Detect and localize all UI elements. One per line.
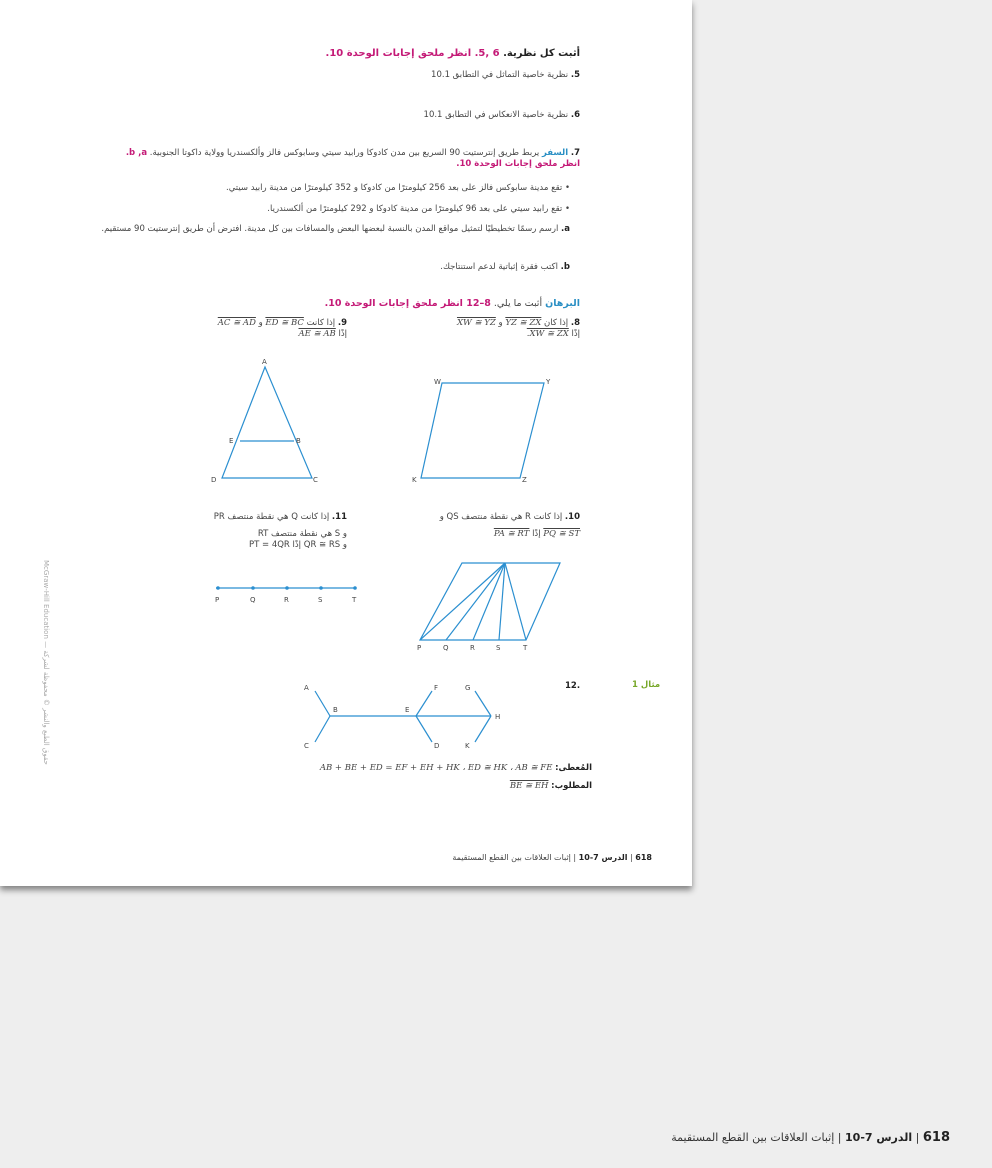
exercise-7 xyxy=(120,148,580,170)
exercise-12-number: 12. xyxy=(565,681,581,691)
label-r: R xyxy=(470,644,475,652)
condition-1: ED ≅ BC xyxy=(265,318,304,328)
segment-gh xyxy=(475,691,491,716)
page-footer: 618 | الدرس 7-10 | إثبات العلاقات بين القطع المستقيمة xyxy=(452,853,652,862)
bullet-2: • تقع رابيد سيتي على بعد 96 كيلومترًا من مدينة كادوكا و 292 كيلومترًا من ألكسندريا. xyxy=(267,204,570,214)
parallelogram-figure xyxy=(410,375,560,490)
point-s xyxy=(319,586,323,590)
bullet-text: تقع مدينة سابوكس فالز على بعد 256 كيلومترًا من كادوكا و 352 كيلومترًا من مدينة رابيد سيتي. xyxy=(226,183,563,193)
label-h: H xyxy=(495,713,501,721)
part-label: a. xyxy=(561,224,570,234)
label-z: Z xyxy=(522,476,527,484)
exercise-number: 11. xyxy=(331,512,347,522)
exercise-11-line-2: و S هي نقطة منتصف RT xyxy=(257,529,347,539)
lesson-label: الدرس 7-10 xyxy=(845,1131,913,1144)
ray-ap xyxy=(420,563,505,640)
number-line-figure xyxy=(210,578,365,608)
label-f: F xyxy=(434,684,439,692)
exercise-11-line-1 xyxy=(177,512,347,523)
condition-1: XW ≅ YZ xyxy=(456,318,496,328)
exercise-8 xyxy=(410,318,580,340)
given-label: المُعطى: xyxy=(555,763,592,773)
label-q: Q xyxy=(443,644,449,652)
part-b xyxy=(120,262,570,273)
exercise-6 xyxy=(180,110,580,121)
point-t xyxy=(353,586,357,590)
segment-bc xyxy=(315,716,330,742)
exercise-10-line-2 xyxy=(390,529,580,540)
label-a: A xyxy=(304,684,309,692)
exercise-text: نظرية خاصية التماثل في التطابق 10.1 xyxy=(431,70,569,80)
proof-heading xyxy=(180,298,580,309)
exercise-text: نظرية خاصية الانعكاس في التطابق 10.1 xyxy=(423,110,569,120)
if-word: إذا كانت xyxy=(306,318,336,328)
exercise-10-line-1 xyxy=(390,512,580,523)
segment-ed xyxy=(416,716,432,742)
part-a xyxy=(90,224,570,235)
label-d: D xyxy=(434,742,440,750)
exercise-5 xyxy=(180,70,580,81)
prove-label: المطلوب: xyxy=(551,781,592,791)
ray-at xyxy=(505,563,526,640)
exercise-number: 7. xyxy=(570,148,580,158)
label-t: T xyxy=(523,644,528,652)
then-word: إذًا xyxy=(571,329,580,339)
bottom-footer: 618 | الدرس 7-10 | إثبات العلاقات بين القطع المستقيمة xyxy=(671,1130,950,1145)
exercise-11-line-3: و QR ≅ RS إذًا PT = 4QR xyxy=(248,540,347,550)
label-b: B xyxy=(296,437,301,445)
label-k: K xyxy=(465,742,470,750)
exercise-text: يربط طريق إنترستيت 90 السريع بين مدن كادوكا ورابيد سيتي وسابوكس فالز وألكسندريا وولاية داكوتا الجنوبية. xyxy=(149,148,540,158)
prove-statement xyxy=(172,781,592,792)
proof-text: أثبت ما يلي. xyxy=(493,298,543,309)
label-t: T xyxy=(352,596,357,604)
point-r xyxy=(285,586,289,590)
label-s: S xyxy=(318,596,323,604)
exercise-text: إذا كانت R هي نقطة منتصف QS و xyxy=(439,512,563,522)
point-p xyxy=(216,586,220,590)
result: XW ≅ ZX. xyxy=(526,329,569,339)
label-e: E xyxy=(229,437,234,445)
condition-2: AC ≅ AD xyxy=(217,318,256,328)
instruction-ref: 6 ,5. انظر ملحق إجابات الوحدة 10. xyxy=(325,48,500,59)
lesson-title: إثبات العلاقات بين القطع المستقيمة xyxy=(671,1131,835,1144)
label-b: B xyxy=(333,706,338,714)
label-p: P xyxy=(417,644,422,652)
label-g: G xyxy=(465,684,471,692)
exercise-9 xyxy=(177,318,347,340)
result: PA ≅ RT xyxy=(493,529,530,539)
network-figure xyxy=(295,678,515,753)
bullet-1: • تقع مدينة سابوكس فالز على بعد 256 كيلومترًا من كادوكا و 352 كيلومترًا من مدينة رابيد سيتي. xyxy=(226,183,570,193)
condition-2: YZ ≅ ZX xyxy=(505,318,542,328)
label-d: D xyxy=(211,476,217,484)
segment-ab xyxy=(315,691,330,716)
result: AE ≅ AB xyxy=(298,329,336,339)
then-word: إذًا xyxy=(338,329,347,339)
label-k: K xyxy=(412,476,417,484)
exercise-number: 10. xyxy=(564,512,580,522)
example-tag: مثال 1 xyxy=(632,680,661,690)
label-w: W xyxy=(434,378,441,386)
label-r: R xyxy=(284,596,289,604)
label-p: P xyxy=(215,596,220,604)
exercise-number: 8. xyxy=(570,318,580,328)
exercise-text: إذا كانت Q هي نقطة منتصف PR xyxy=(213,512,330,522)
exercise-11 xyxy=(177,512,347,551)
condition-1: PQ ≅ ST xyxy=(543,529,580,539)
label-s: S xyxy=(496,644,501,652)
copyright-sidebar: McGraw-Hill Education — حقوق الطبع والنشر © محفوظة لشركة xyxy=(42,560,50,765)
fan-figure xyxy=(410,555,570,655)
exercise-number: 5. xyxy=(570,70,580,80)
page-number: 618 xyxy=(635,853,652,862)
proof-ref: 8–12 انظر ملحق إجابات الوحدة 10. xyxy=(324,298,491,309)
instruction-heading xyxy=(180,48,580,59)
page-number: 618 xyxy=(922,1130,950,1145)
label-c: C xyxy=(313,476,318,484)
bullet-text: تقع رابيد سيتي على بعد 96 كيلومترًا من مدينة كادوكا و 292 كيلومترًا من ألكسندريا. xyxy=(267,204,563,214)
part-text: اكتب فقرة إثباتية لدعم استنتاجك. xyxy=(440,262,558,272)
and-word: و xyxy=(498,318,503,328)
ray-aq xyxy=(446,563,505,640)
exercise-ref: b ,a. انظر ملحق إجابات الوحدة 10. xyxy=(125,148,580,169)
label-e: E xyxy=(405,706,410,714)
lesson-label: الدرس 7-10 xyxy=(578,853,628,862)
given-statement xyxy=(172,763,592,774)
proof-tag: البرهان xyxy=(545,298,580,309)
exercise-number: 6. xyxy=(570,110,580,120)
triangle-figure xyxy=(205,355,335,485)
exercise-tag: السفر xyxy=(541,148,569,158)
label-a: A xyxy=(262,358,267,366)
label-c: C xyxy=(304,742,309,750)
point-q xyxy=(251,586,255,590)
instruction-text: أثبت كل نظرية. xyxy=(503,48,580,59)
exercise-number: 9. xyxy=(337,318,347,328)
segment-hk xyxy=(475,716,491,742)
exercise-10 xyxy=(390,512,580,540)
part-label: b. xyxy=(560,262,570,272)
fan-outline xyxy=(420,563,560,640)
label-q: Q xyxy=(250,596,256,604)
given-text: AB + BE + ED = EF + EH + HK ، ED ≅ HK ، AB ≅ FE xyxy=(319,763,553,773)
label-y: Y xyxy=(546,378,551,386)
lesson-title: إثبات العلاقات بين القطع المستقيمة xyxy=(452,853,571,862)
and-word: و xyxy=(258,318,263,328)
part-text: ارسم رسمًا تخطيطيًا لتمثيل مواقع المدن بالنسبة لبعضها البعض والمسافات بين كل مدينة. افترض أن طريق إنترستيت 90 مستقيم. xyxy=(101,224,559,234)
triangle-outline xyxy=(222,367,312,478)
parallelogram-outline xyxy=(421,383,544,478)
then-word: إذًا xyxy=(532,529,541,539)
if-word: إذا كان xyxy=(544,318,569,328)
segment-fe xyxy=(416,691,432,716)
prove-text: BE ≅ EH xyxy=(509,781,549,791)
